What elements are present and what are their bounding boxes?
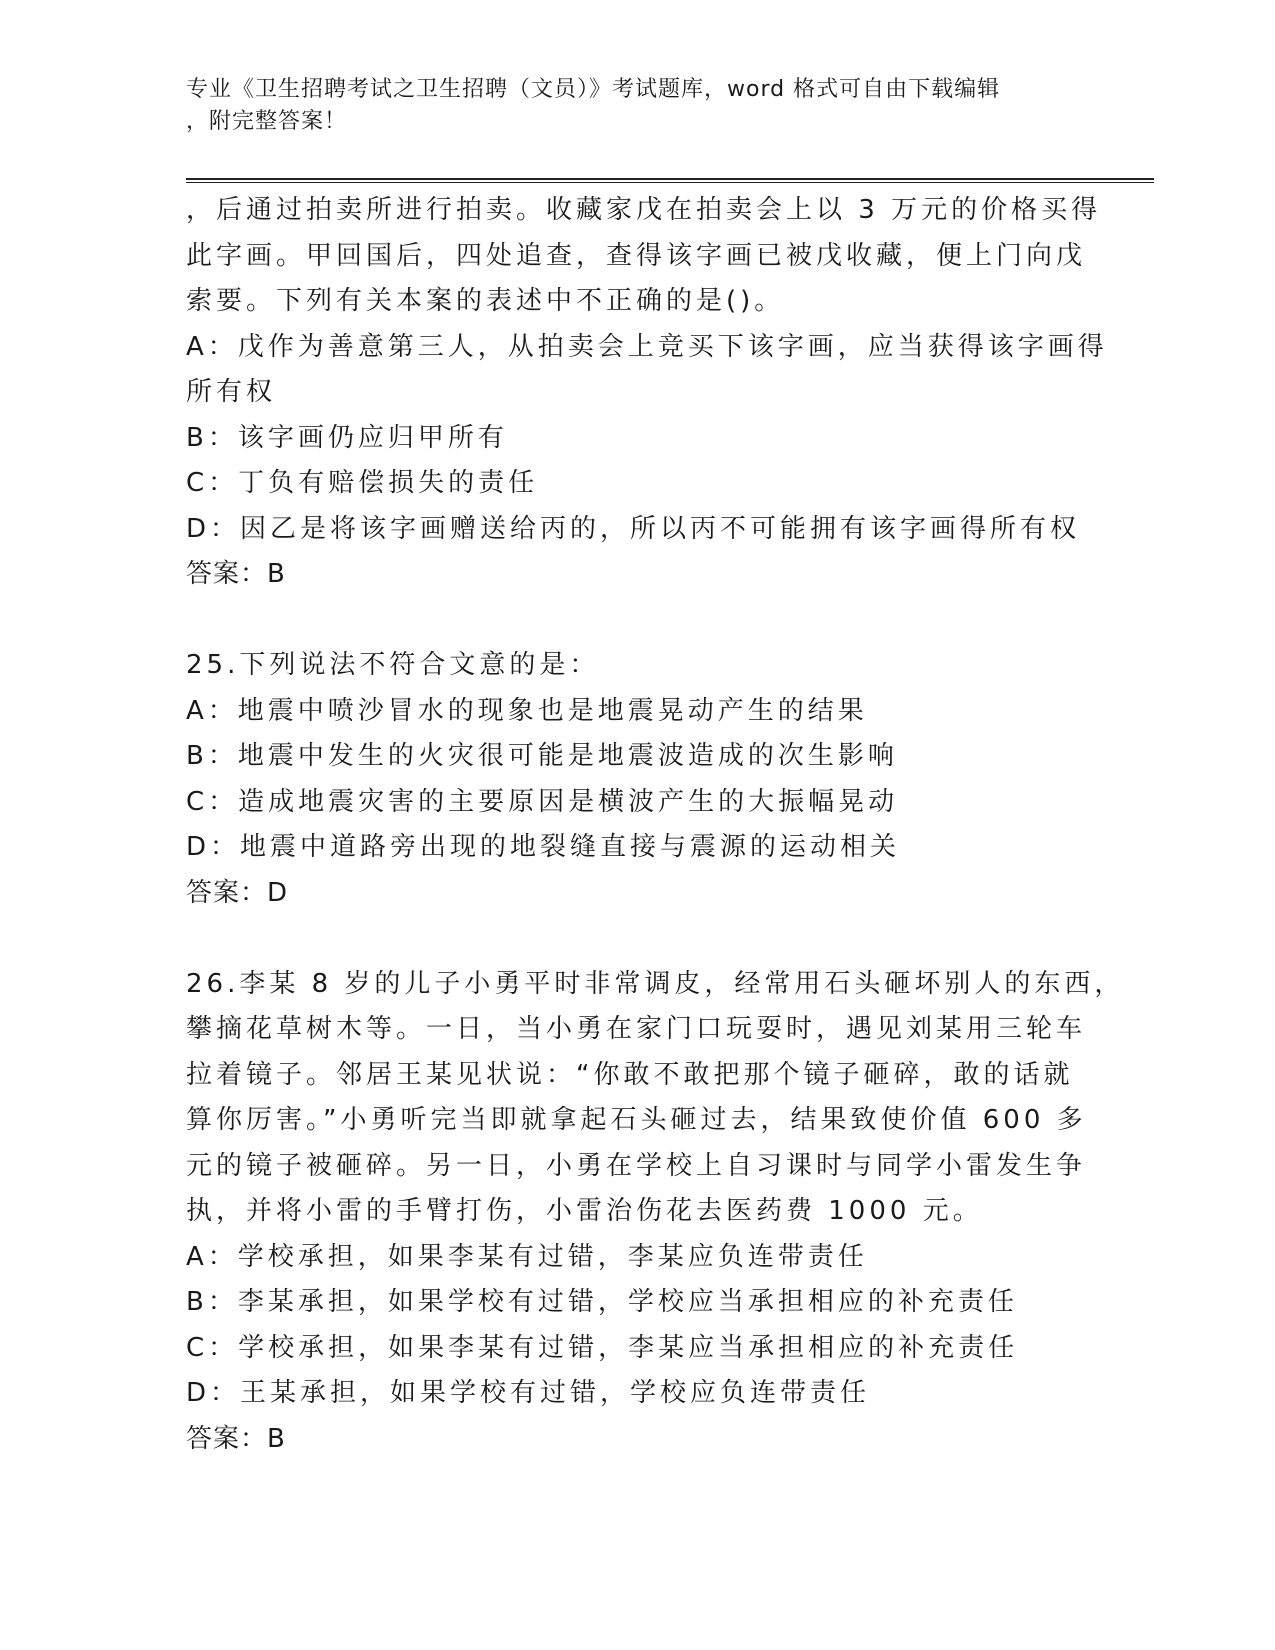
spacer: [186, 598, 1086, 644]
question-24: [186, 188, 1108, 598]
question-25: [186, 643, 1086, 916]
option-b: B：该字画仍应归甲所有: [186, 422, 508, 453]
option-a: A：戊作为善意第三人，从拍卖会上竞买下该字画，应当获得该字画得: [186, 331, 1108, 362]
question-stem-line: ，后通过拍卖所进行拍卖。收藏家戊在拍卖会上以 3 万元的价格买得: [186, 195, 1102, 225]
option-a: A：学校承担，如果李某有过错，李某应负连带责任: [186, 1241, 868, 1272]
option-d: D：因乙是将该字画赠送给丙的，所以丙不可能拥有该字画得所有权: [186, 513, 1081, 544]
question-stem-line: 执，并将小雷的手臂打伤，小雷治伤花去医药费 1000 元。: [186, 1196, 983, 1226]
answer: 答案：B: [186, 559, 286, 589]
question-stem-line: 此字画。甲回国后，四处追查，查得该字画已被戊收藏，便上门向戊: [186, 240, 1087, 271]
header-line-1: 专业《卫生招聘考试之卫生招聘（文员）》考试题库，word 格式可自由下载编辑: [186, 77, 1001, 102]
answer: 答案：B: [186, 1423, 286, 1454]
question-26: [186, 962, 1125, 1463]
document-body: [186, 188, 1125, 1462]
question-stem-line: 索要。下列有关本案的表述中不正确的是()。: [186, 286, 785, 316]
option-d: D：地震中道路旁出现的地裂缝直接与震源的运动相关: [186, 832, 901, 862]
question-stem-line: 元的镜子被砸碎。另一日，小勇在学校上自习课时与同学小雷发生争: [186, 1150, 1087, 1181]
option-a-continued: 所有权: [186, 377, 277, 407]
option-d: D：王某承担，如果学校有过错，学校应负连带责任: [186, 1378, 871, 1408]
question-stem-line: 攀摘花草树木等。一日，当小勇在家门口玩耍时，遇见刘某用三轮车: [186, 1014, 1087, 1044]
question-stem-line: 25.下列说法不符合文意的是：: [186, 650, 600, 680]
answer: 答案：D: [186, 877, 289, 908]
option-a: A：地震中喷沙冒水的现象也是地震晃动产生的结果: [186, 695, 868, 726]
option-b: B：李某承担，如果学校有过错，学校应当承担相应的补充责任: [186, 1287, 1018, 1317]
question-stem-line: 算你厉害。”小勇听完当即就拿起石头砸过去，结果致使价值 600 多: [186, 1105, 1087, 1135]
option-c: C：丁负有赔偿损失的责任: [186, 468, 539, 498]
header-divider: [186, 178, 1154, 183]
spacer: [186, 916, 1086, 962]
option-b: B：地震中发生的火灾很可能是地震波造成的次生影响: [186, 741, 898, 771]
header-line-2: ，附完整答案！: [186, 109, 348, 134]
page-header: [186, 74, 1086, 138]
question-stem-line: 拉着镜子。邻居王某见状说：“你敢不敢把那个镜子砸碎，敢的话就: [186, 1059, 1074, 1090]
option-c: C：造成地震灾害的主要原因是横波产生的大振幅晃动: [186, 786, 899, 817]
option-c: C：学校承担，如果李某有过错，李某应当承担相应的补充责任: [186, 1332, 1019, 1363]
question-stem-line: 26.李某 8 岁的儿子小勇平时非常调皮，经常用石头砸坏别人的东西，: [186, 968, 1125, 999]
